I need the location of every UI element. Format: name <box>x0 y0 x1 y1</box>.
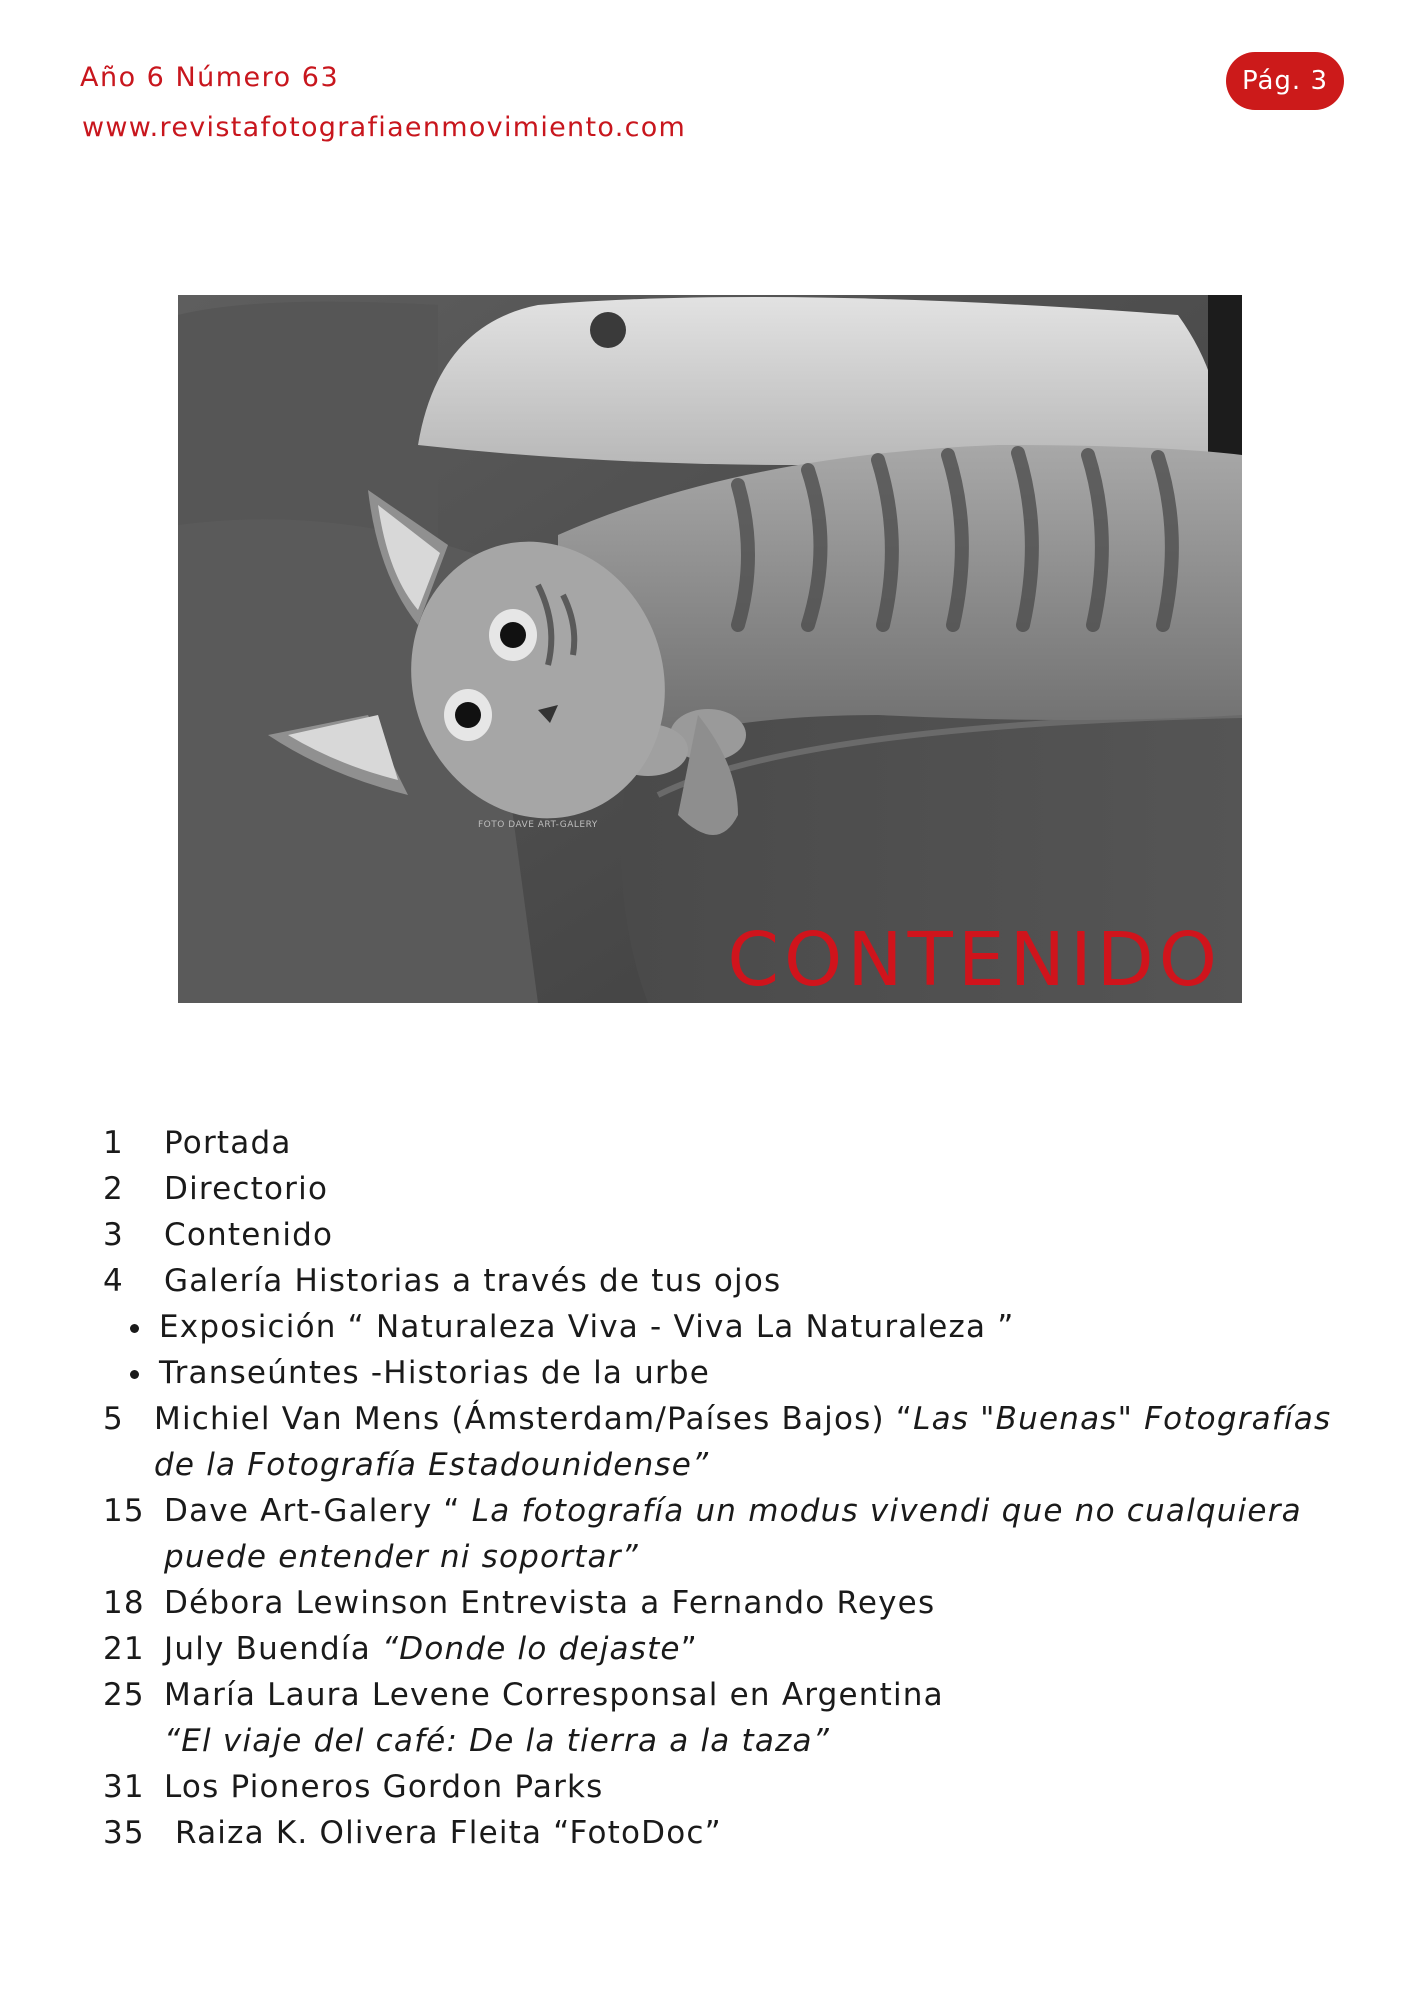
toc-page-number: 3 <box>103 1217 124 1253</box>
toc-page-number: 31 <box>103 1769 145 1805</box>
toc-page-number: 25 <box>103 1677 145 1713</box>
toc-title-line2: de la Fotografía Estadounidense” <box>154 1447 710 1483</box>
toc-title-text: Michiel Van Mens (Ámsterdam/Países Bajos) “ <box>154 1401 914 1437</box>
toc-title-line2: puede entender ni soportar” <box>164 1539 639 1575</box>
toc-title-italic: Las "Buenas" Fotografías <box>913 1401 1332 1437</box>
toc-page-number: 4 <box>103 1263 124 1299</box>
toc-title-text: Dave Art-Galery “ <box>164 1493 472 1529</box>
cover-photo <box>178 295 1242 1003</box>
toc-page-number: 15 <box>103 1493 145 1529</box>
contents-title: CONTENIDO <box>727 917 1222 1003</box>
toc-title-text: July Buendía <box>164 1631 382 1667</box>
issue-line: Año 6 Número 63 <box>80 62 340 93</box>
toc-title <box>164 1626 698 1672</box>
toc-title-suffix: ” <box>680 1631 698 1667</box>
toc-title: Los Pioneros Gordon Parks <box>164 1769 604 1805</box>
bullet-icon <box>130 1324 139 1333</box>
bullet-icon <box>130 1370 139 1379</box>
toc-page-number: 1 <box>103 1125 124 1161</box>
toc-title: Débora Lewinson Entrevista a Fernando Reyes <box>164 1585 936 1621</box>
toc-title-line2: “El viaje del café: De la tierra a la taza” <box>164 1723 830 1759</box>
toc-page-number: 2 <box>103 1171 124 1207</box>
toc-title <box>164 1488 1302 1534</box>
toc-page-number: 21 <box>103 1631 145 1667</box>
toc-title: Transeúntes -Historias de la urbe <box>159 1355 711 1391</box>
toc-title: Directorio <box>164 1171 329 1207</box>
toc-title: Galería Historias a través de tus ojos <box>164 1263 782 1299</box>
toc-title-italic: “Donde lo dejaste <box>381 1631 681 1667</box>
toc-title: Portada <box>164 1125 292 1161</box>
toc-title <box>154 1396 1331 1442</box>
photo-watermark: FOTO DAVE ART-GALERY <box>478 820 598 830</box>
toc-page-number: 35 <box>103 1815 145 1851</box>
toc-title: María Laura Levene Corresponsal en Argentina <box>164 1677 944 1713</box>
page-number-badge: Pág. 3 <box>1226 52 1344 110</box>
toc-page-number: 18 <box>103 1585 145 1621</box>
toc-title-italic: La fotografía un modus vivendi que no cualquiera <box>471 1493 1302 1529</box>
toc-title: Contenido <box>164 1217 334 1253</box>
website-url[interactable]: www.revistafotografiaenmovimiento.com <box>82 112 687 143</box>
toc-title: Raiza K. Olivera Fleita “FotoDoc” <box>164 1815 722 1851</box>
cat-photo-illustration <box>178 295 1242 1003</box>
toc-title: Exposición “ Naturaleza Viva - Viva La Naturaleza ” <box>159 1309 1015 1345</box>
toc-page-number: 5 <box>103 1401 124 1437</box>
